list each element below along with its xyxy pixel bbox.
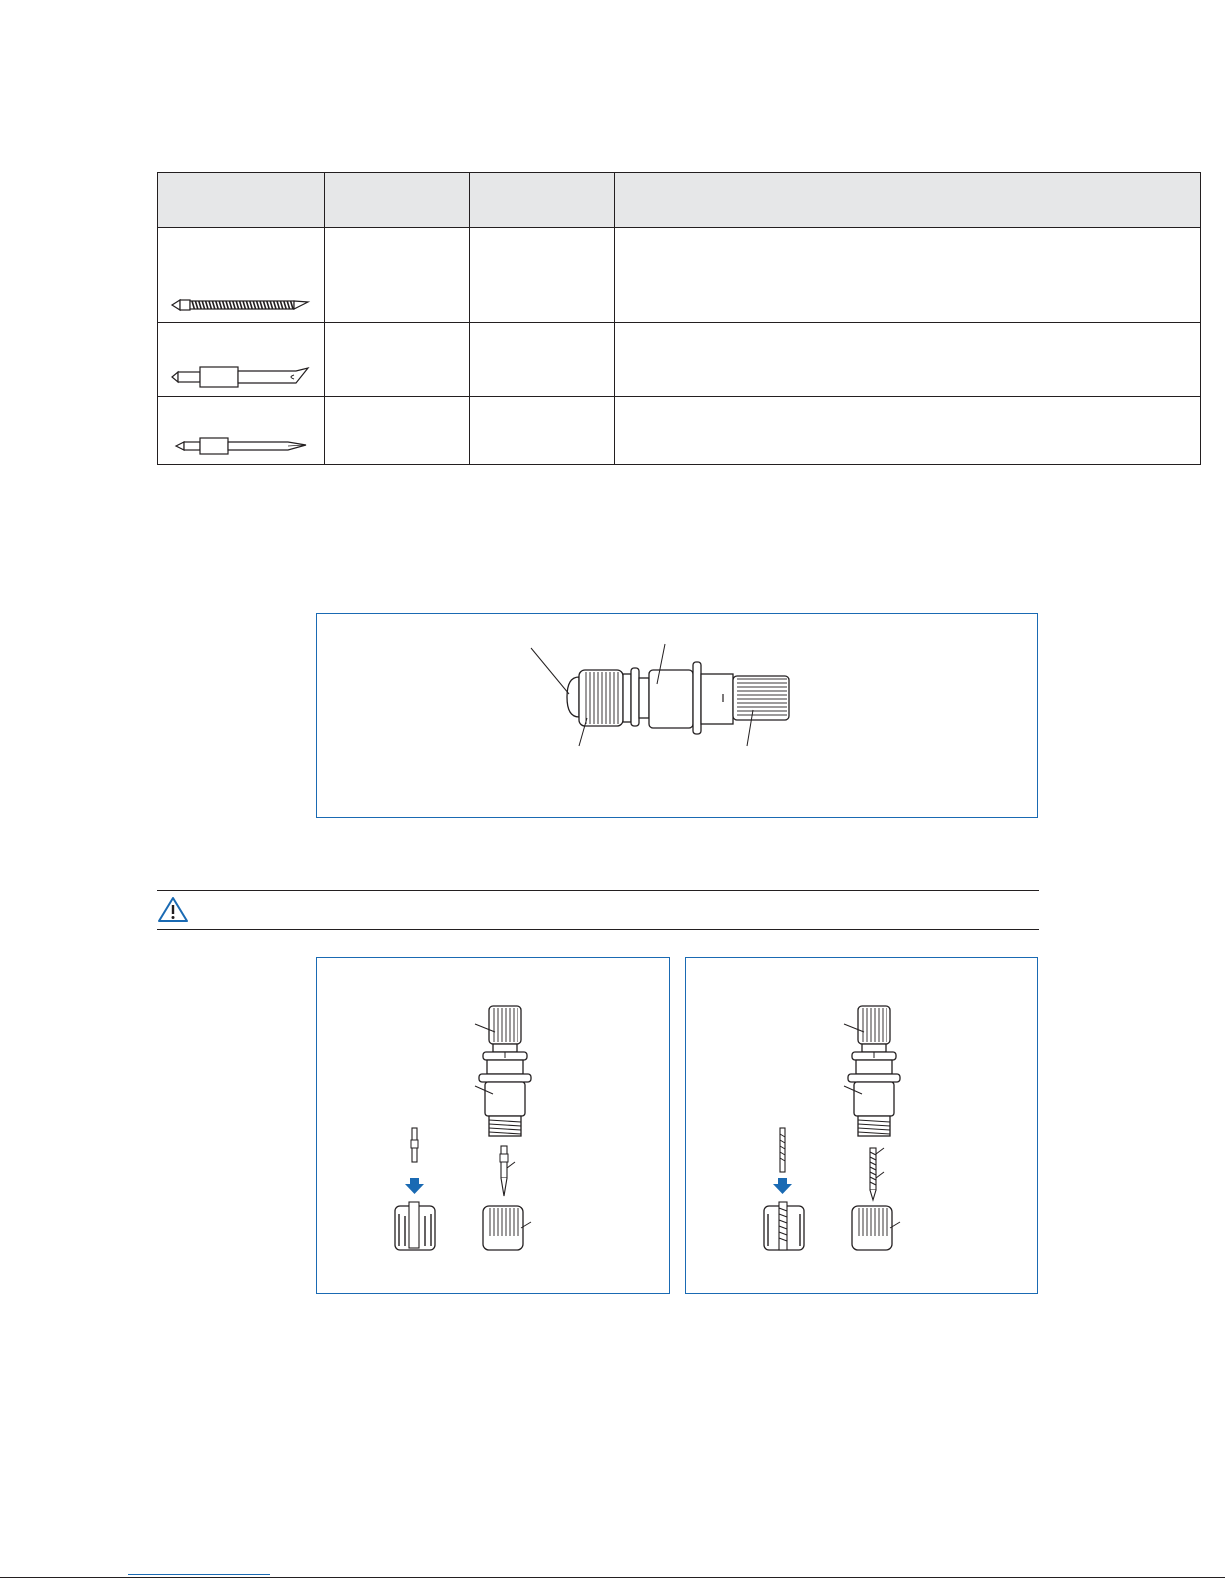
serrated-blade-icon bbox=[170, 294, 312, 316]
caution-rule bbox=[157, 890, 1039, 891]
table-row bbox=[158, 228, 1201, 323]
blade-illustration-cell bbox=[158, 228, 325, 323]
blade-illustration-cell bbox=[158, 323, 325, 397]
table-cell bbox=[325, 397, 470, 465]
blade-insert-figure-right bbox=[685, 957, 1038, 1294]
table-cell bbox=[325, 228, 470, 323]
footer-link[interactable] bbox=[128, 1574, 270, 1575]
blade-holder-illustration bbox=[317, 614, 1039, 819]
blade-insert-illustration bbox=[686, 958, 1039, 1295]
warning-triangle-icon bbox=[157, 895, 189, 923]
table-cell bbox=[470, 323, 615, 397]
header-cell bbox=[470, 173, 615, 228]
header-cell bbox=[325, 173, 470, 228]
table-cell bbox=[470, 397, 615, 465]
table-cell bbox=[615, 228, 1201, 323]
table-cell bbox=[615, 397, 1201, 465]
blade-insert-figure-left bbox=[316, 957, 670, 1294]
blade-holder-figure bbox=[316, 613, 1038, 818]
table-cell bbox=[615, 323, 1201, 397]
blade-illustration-cell bbox=[158, 397, 325, 465]
table-cell bbox=[325, 323, 470, 397]
header-cell bbox=[158, 173, 325, 228]
fine-blade-icon bbox=[170, 434, 312, 458]
wide-blade-icon bbox=[170, 364, 312, 390]
caution-rule bbox=[157, 929, 1039, 930]
blade-table bbox=[157, 172, 1201, 465]
table-row bbox=[158, 323, 1201, 397]
footer-rule bbox=[0, 1577, 1225, 1578]
header-cell bbox=[615, 173, 1201, 228]
table-row bbox=[158, 397, 1201, 465]
table-cell bbox=[470, 228, 615, 323]
blade-insert-illustration bbox=[317, 958, 671, 1295]
table-header-row bbox=[158, 173, 1201, 228]
